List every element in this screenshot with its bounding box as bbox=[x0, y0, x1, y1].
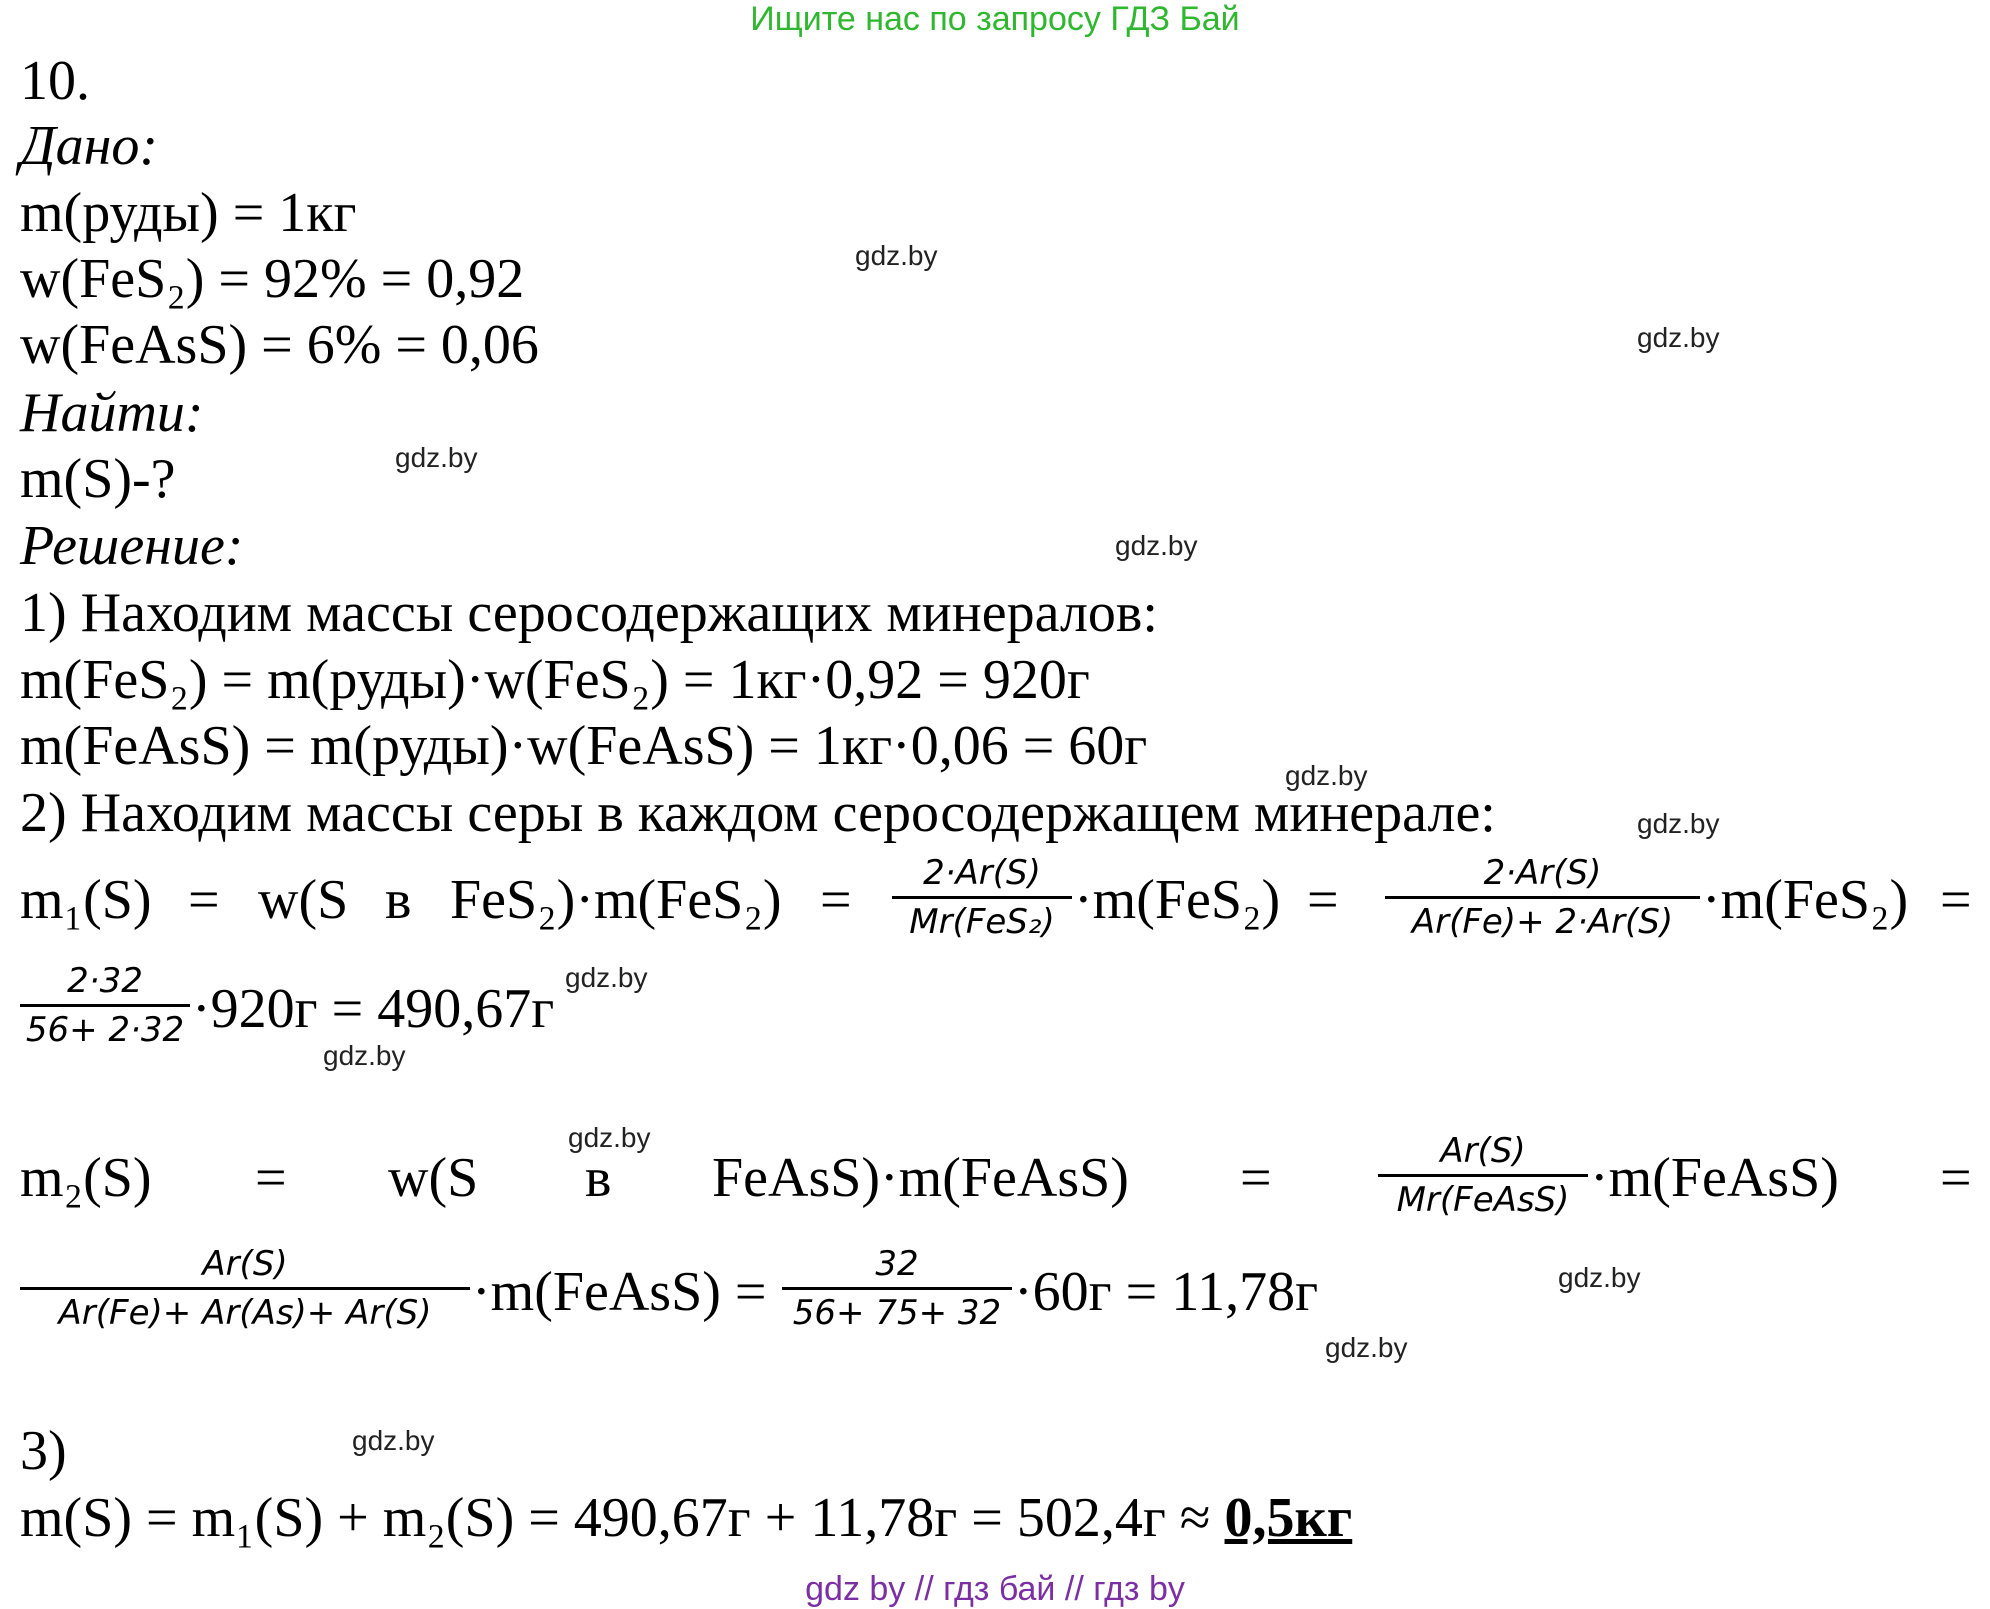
m1-fraction-2-denominator: Ar(Fe)+ 2·Ar(S) bbox=[1411, 902, 1674, 942]
m1-after-fraction-2: ·m(FeS₂) bbox=[1702, 869, 1909, 931]
m2-fraction-2-denominator: Ar(Fe)+ Ar(As)+ Ar(S) bbox=[58, 1293, 432, 1333]
watermark: gdz.by bbox=[1285, 760, 1368, 791]
m2-after-fraction-1: ·m(FeAsS) bbox=[1590, 1147, 1839, 1209]
m1-after-fraction-1: ·m(FeS₂) bbox=[1074, 869, 1281, 931]
step1-fes2-mass: m(FeS₂) = m(руды)·w(FeS₂) = 1кг·0,92 = 920г bbox=[20, 649, 1090, 711]
m2-w-close: FeAsS)·m(FeAsS) bbox=[712, 1147, 1129, 1209]
m1-fraction-3 bbox=[20, 960, 190, 1051]
m2-fraction-3-bar bbox=[782, 1287, 1012, 1290]
m1-w-open: w(S bbox=[258, 869, 349, 931]
find-heading: Найти: bbox=[20, 382, 204, 444]
m2-fraction-3-numerator: 32 bbox=[875, 1244, 919, 1284]
m2-fraction-1 bbox=[1378, 1130, 1588, 1221]
watermark: gdz.by bbox=[352, 1425, 435, 1456]
m1-fraction-1-numerator: 2·Ar(S) bbox=[923, 853, 1041, 893]
m1-fraction-3-bar bbox=[20, 1004, 190, 1007]
m1-fraction-1 bbox=[892, 852, 1072, 943]
m1-equals-4: = bbox=[1940, 869, 1972, 931]
watermark: gdz.by bbox=[568, 1122, 651, 1153]
solution-heading: Решение: bbox=[20, 515, 244, 577]
m1-fraction-3-numerator: 2·32 bbox=[67, 961, 143, 1001]
m2-after-fraction-2: ·m(FeAsS) = bbox=[472, 1261, 767, 1323]
m2-fraction-1-denominator: Mr(FeAsS) bbox=[1396, 1180, 1570, 1220]
m2-fraction-3-denominator: 56+ 75+ 32 bbox=[792, 1293, 1002, 1333]
m1-fraction-1-denominator: Mr(FeS₂) bbox=[909, 902, 1055, 942]
step1-title: 1) Находим массы серосодержащих минералов: bbox=[20, 582, 1158, 644]
m2-fraction-2-bar bbox=[20, 1287, 470, 1290]
m1-equals-1: = bbox=[188, 869, 220, 931]
m1-w-close: FeS₂)·m(FeS₂) bbox=[450, 869, 782, 931]
step2-title: 2) Находим массы серы в каждом серосодержащем минерале: bbox=[20, 782, 1496, 844]
m2-lhs: m₂(S) bbox=[20, 1147, 152, 1209]
m2-w-open: w(S bbox=[388, 1147, 479, 1209]
given-feass-fraction: w(FeAsS) = 6% = 0,06 bbox=[20, 314, 539, 376]
m1-equals-2: = bbox=[820, 869, 852, 931]
watermark: gdz.by bbox=[395, 442, 478, 473]
step3-label: 3) bbox=[20, 1420, 67, 1482]
m2-fraction-1-numerator: Ar(S) bbox=[1440, 1131, 1526, 1171]
watermark: gdz.by bbox=[1637, 808, 1720, 839]
problem-number: 10. bbox=[20, 50, 90, 112]
given-heading: Дано: bbox=[20, 115, 159, 177]
step3-total-line bbox=[20, 1485, 1352, 1551]
find-target: m(S)-? bbox=[20, 448, 176, 510]
final-answer: 0,5кг bbox=[1224, 1487, 1353, 1549]
m1-lhs: m₁(S) bbox=[20, 869, 152, 931]
m2-w-in: в bbox=[585, 1147, 612, 1209]
header-banner: Ищите нас по запросу ГДЗ Бай bbox=[750, 0, 1240, 38]
m1-fraction-2-numerator: 2·Ar(S) bbox=[1483, 853, 1602, 893]
m2-result: ·60г = 11,78г bbox=[1014, 1261, 1319, 1323]
m2-equals-2: = bbox=[1240, 1147, 1272, 1209]
step3-total-expression: m(S) = m₁(S) + m₂(S) = 490,67г + 11,78г = 502,4г ≈ bbox=[20, 1487, 1211, 1549]
m1-fraction-2 bbox=[1385, 852, 1700, 943]
watermark: gdz.by bbox=[1558, 1262, 1641, 1293]
watermark: gdz.by bbox=[1325, 1332, 1408, 1363]
m1-w-in: в bbox=[385, 869, 412, 931]
m1-result: ·920г = 490,67г bbox=[192, 978, 555, 1040]
watermark: gdz.by bbox=[1115, 530, 1198, 561]
m2-fraction-1-bar bbox=[1378, 1174, 1588, 1177]
m1-equals-3: = bbox=[1307, 869, 1339, 931]
given-fes2-fraction: w(FeS₂) = 92% = 0,92 bbox=[20, 248, 525, 310]
watermark: gdz.by bbox=[565, 962, 648, 993]
m1-fraction-2-bar bbox=[1385, 896, 1700, 899]
watermark: gdz.by bbox=[323, 1040, 406, 1071]
watermark: gdz.by bbox=[855, 240, 938, 271]
m2-equals-1: = bbox=[255, 1147, 287, 1209]
watermark: gdz.by bbox=[1637, 322, 1720, 353]
step1-feass-mass: m(FeAsS) = m(руды)·w(FeAsS) = 1кг·0,06 = 60г bbox=[20, 715, 1148, 777]
footer-banner: gdz by // гдз бай // гдз by bbox=[805, 1570, 1185, 1608]
m2-equals-3: = bbox=[1940, 1147, 1972, 1209]
m2-fraction-2 bbox=[20, 1243, 470, 1334]
m2-fraction-2-numerator: Ar(S) bbox=[202, 1244, 288, 1284]
m1-fraction-1-bar bbox=[892, 896, 1072, 899]
m2-fraction-3 bbox=[782, 1243, 1012, 1334]
given-ore-mass: m(руды) = 1кг bbox=[20, 182, 357, 244]
m1-fraction-3-denominator: 56+ 2·32 bbox=[25, 1010, 185, 1050]
